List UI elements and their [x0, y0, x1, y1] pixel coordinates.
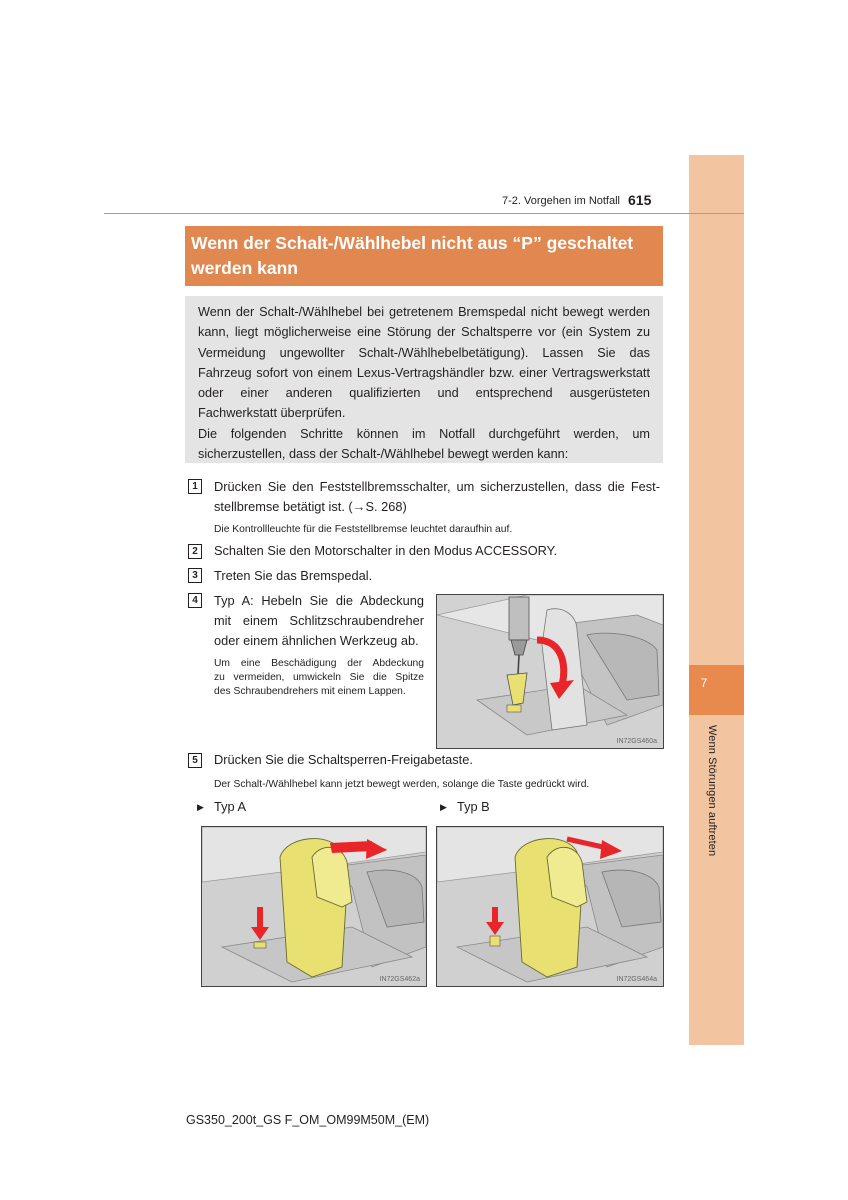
- chapter-number: 7: [700, 676, 708, 690]
- step-4-text-line3: oder einem ähnlichen Werkzeug ab.: [214, 633, 419, 648]
- figure-screwdriver-cover: [436, 594, 664, 749]
- intro-box: [185, 296, 663, 463]
- figure-type-b: [436, 826, 664, 987]
- chapter-side-tab-active: [689, 665, 744, 715]
- step-4-number: 4: [188, 593, 202, 608]
- step-4-note-line3: des Schraubendrehers mit einem Lappen.: [214, 686, 406, 697]
- step-2-number: 2: [188, 544, 202, 559]
- step-1-text-line1: Drücken Sie den Feststellbremsschalter, um sicherzustellen, dass die Fest-: [214, 479, 660, 494]
- figure-screwdriver-cover-illustration: [437, 595, 663, 748]
- figure-type-a: [201, 826, 427, 987]
- step-4-note-line1: Um eine Beschädigung der Abdeckung: [214, 658, 424, 669]
- triangle-bullet-icon: ▶: [440, 802, 447, 812]
- step-5-text: Drücken Sie die Schaltsperren-Freigabetaste.: [214, 752, 473, 767]
- figure-code-type-a: IN72GS462a: [379, 976, 420, 983]
- chapter-title: Wenn Störungen auftreten: [706, 725, 718, 857]
- step-1-note: Die Kontrollleuchte für die Feststellbremse leuchtet daraufhin auf.: [214, 524, 513, 535]
- figure-code-type-b: IN72GS464a: [616, 976, 657, 983]
- section-title-line2: werden kann: [191, 258, 298, 278]
- variant-b-label: Typ B: [457, 799, 490, 814]
- page-number: 615: [628, 192, 652, 208]
- step-2-text: Schalten Sie den Motorschalter in den Modus ACCESSORY.: [214, 543, 558, 558]
- triangle-bullet-icon: ▶: [197, 802, 204, 812]
- section-title-line1: Wenn der Schalt-/Wählhebel nicht aus “P” geschaltet: [191, 233, 634, 253]
- step-4-note-line2: zu vermeiden, umwickeln Sie die Spitze: [214, 672, 424, 683]
- step-4-text-line1: Typ A: Hebeln Sie die Abdeckung: [214, 593, 424, 608]
- variant-a-label: Typ A: [214, 799, 247, 814]
- header-section-title: 7-2. Vorgehen im Notfall: [501, 195, 620, 207]
- intro-paragraph-1: Wenn der Schalt-/Wählhebel bei getretenem Bremspedal nicht bewegt werden kann, liegt möglicherweise eine Störung der Schaltsperre vor (ein System zu Vermeidung ungewollter Schalt-/Wählhebelbetätigung). Lassen Sie das Fahrzeug sofort von einem Lexus-Vertragshändler bzw. einer Vertragswerkstatt oder einer anderen qualifizierten und entsprechend ausgerüsteten Fachwerkstatt überprüfen.: [198, 305, 650, 421]
- step-4-text-line2: mit einem Schlitzschraubendreher: [214, 613, 424, 628]
- intro-paragraph-2: Die folgenden Schritte können im Notfall durchgeführt werden, um sicherzustellen, dass der Schalt-/Wählhebel bewegt werden kann:: [198, 426, 650, 462]
- step-1-text-line2: stellbremse betätigt ist. (→S. 268): [214, 499, 407, 514]
- header-rule: [104, 213, 744, 214]
- figure-type-b-illustration: [437, 827, 663, 986]
- footer-doc-code: GS350_200t_GS F_OM_OM99M50M_(EM): [186, 1113, 430, 1127]
- step-3-number: 3: [188, 568, 202, 583]
- section-title-box: [185, 226, 663, 286]
- step-5-number: 5: [188, 753, 202, 768]
- step-1-number: 1: [188, 479, 202, 494]
- figure-type-a-illustration: [202, 827, 426, 986]
- step-3-text: Treten Sie das Bremspedal.: [214, 568, 373, 583]
- figure-code-step-4: IN72GS460a: [616, 738, 657, 745]
- chapter-side-tab: [689, 155, 744, 1045]
- step-5-note: Der Schalt-/Wählhebel kann jetzt bewegt werden, solange die Taste gedrückt wird.: [214, 779, 590, 790]
